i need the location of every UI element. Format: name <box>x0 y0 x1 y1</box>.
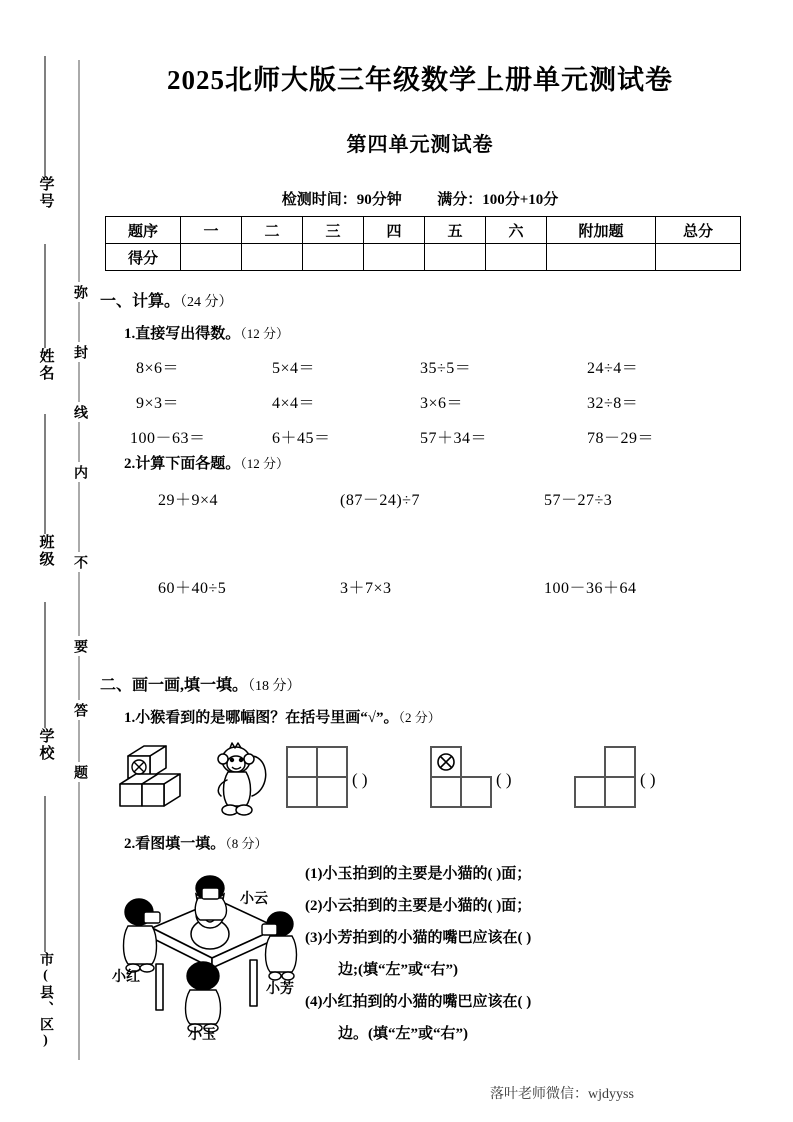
calc-item-1-2: 5×4＝ <box>272 360 316 377</box>
calc-item-3-2: 6＋45＝ <box>272 430 331 447</box>
score-table-row-label: 得分 <box>106 244 181 271</box>
calc-item-3-3: 57＋34＝ <box>420 430 488 447</box>
seal-inner-char-6: 要 <box>72 636 86 656</box>
question-1-1-points: （12 分） <box>240 326 290 341</box>
score-table-header-0: 题序 <box>106 217 181 244</box>
calc-expr-5: 3＋7×3 <box>340 580 392 597</box>
score-cell-extra[interactable] <box>547 244 656 271</box>
calc-expr-6: 100－36＋64 <box>544 580 637 597</box>
section-1-label: 一、计算。 <box>100 293 181 310</box>
answer-shape-a[interactable] <box>286 746 348 816</box>
calc-item-3-4: 78－29＝ <box>587 430 655 447</box>
question-1-2-heading <box>124 452 289 473</box>
calc-row-2 <box>100 390 740 420</box>
score-table-header-7: 附加题 <box>547 217 656 244</box>
calc-row-3 <box>100 425 740 455</box>
question-1-1-heading <box>124 322 289 343</box>
question-1-2-label: 2.计算下面各题。 <box>124 456 241 472</box>
exam-paper <box>100 0 793 1122</box>
question-2-1-label: 1.小猴看到的是哪幅图？在括号里画“√”。 <box>124 710 399 726</box>
child-xiaoyun <box>195 876 226 920</box>
figure-row-question-2-1 <box>100 740 740 826</box>
seal-label-class: 班级 <box>37 534 54 568</box>
question-2-1-points: （2 分） <box>398 710 441 725</box>
fill-item-4-cont: 边。(填“左”或“右”) <box>338 1026 468 1042</box>
l-shape-right-top-svg <box>574 746 636 808</box>
seal-label-student-id: 学号 <box>37 176 54 210</box>
score-table-header-6: 六 <box>486 217 547 244</box>
full-score-label: 满分：100分+10分 <box>437 192 559 208</box>
seal-sidebar <box>0 0 100 1122</box>
seal-label-city-county: 市(县、区) <box>38 952 53 1050</box>
child-xiaofang <box>262 912 297 980</box>
score-cell-total[interactable] <box>656 244 741 271</box>
page-subtitle: 第四单元测试卷 <box>346 134 494 156</box>
seal-inner-char-8: 题 <box>72 762 86 782</box>
seal-label-name: 姓名 <box>37 348 54 382</box>
kid-label-xiaoyu: 小玉 <box>188 1028 216 1043</box>
fill-item-4[interactable]: (4)小红拍到的小猫的嘴巴应该在( ) <box>305 994 532 1010</box>
seal-inner-char-4: 内 <box>72 462 86 482</box>
seal-label-school: 学校 <box>37 728 54 762</box>
l-shape-with-mark-svg <box>430 746 492 808</box>
seal-inner-char-7: 答 <box>72 700 86 720</box>
calc-expr-row-2 <box>100 575 740 605</box>
calc-row-1 <box>100 355 740 385</box>
table-row-scores <box>106 244 741 271</box>
answer-paren-b[interactable]: ( ) <box>496 770 512 789</box>
calc-expr-3: 57－27÷3 <box>544 492 613 509</box>
kid-label-xiaofang: 小芳 <box>266 982 294 997</box>
calc-expr-1: 29＋9×4 <box>158 492 219 509</box>
seal-rule <box>45 244 46 348</box>
answer-shape-c[interactable] <box>574 746 636 816</box>
score-cell-4[interactable] <box>364 244 425 271</box>
fill-item-1[interactable]: (1)小玉拍到的主要是小猫的( )面； <box>305 866 532 882</box>
score-table <box>105 216 741 271</box>
calc-item-2-4: 32÷8＝ <box>587 395 639 412</box>
section-heading-2 <box>100 672 301 695</box>
score-table-header-3: 三 <box>303 217 364 244</box>
question-2-2-points: （8 分） <box>225 836 268 851</box>
fill-item-3-cont: 边;(填“左”或“右”) <box>338 962 458 978</box>
seal-inner-char-2: 封 <box>72 342 86 362</box>
seal-rule <box>45 796 46 952</box>
calc-item-1-1: 8×6＝ <box>136 360 180 377</box>
exam-meta-line <box>100 188 740 209</box>
fill-item-3[interactable]: (3)小芳拍到的小猫的嘴巴应该在( ) <box>305 930 532 946</box>
monkey-illustration <box>212 740 274 810</box>
section-2-label: 二、画一画,填一填。 <box>100 677 249 694</box>
question-2-2-heading <box>124 832 268 853</box>
calc-item-2-1: 9×3＝ <box>136 395 180 412</box>
calc-expr-row-1 <box>100 487 740 517</box>
seal-inner-char-3: 线 <box>72 402 86 422</box>
square-2x2-shape-svg <box>286 746 348 808</box>
calc-expr-4: 60＋40÷5 <box>158 580 227 597</box>
question-1-2-points: （12 分） <box>240 456 290 471</box>
answer-shape-b[interactable] <box>430 746 492 816</box>
seal-inner-char-5: 不 <box>72 552 86 572</box>
page-title: 2025北师大版三年级数学上册单元测试卷 <box>167 65 673 95</box>
score-table-header-5: 五 <box>425 217 486 244</box>
calc-item-2-3: 3×6＝ <box>420 395 464 412</box>
score-table-header-8: 总分 <box>656 217 741 244</box>
cube-stack-svg <box>114 742 210 818</box>
seal-inner-char-1: 弥 <box>72 282 86 302</box>
child-xiaohong <box>124 899 161 972</box>
calc-item-1-3: 35÷5＝ <box>420 360 472 377</box>
score-cell-5[interactable] <box>425 244 486 271</box>
kid-label-xiaoyun: 小云 <box>240 892 268 907</box>
section-2-points: （18 分） <box>248 679 301 694</box>
children-table-svg <box>110 872 310 1042</box>
calc-item-2-2: 4×4＝ <box>272 395 316 412</box>
seal-inner-column <box>62 0 96 1122</box>
question-1-1-label: 1.直接写出得数。 <box>124 326 241 342</box>
monkey-svg <box>212 740 274 822</box>
section-1-points: （24 分） <box>180 295 233 310</box>
seal-outer-column <box>28 0 62 1122</box>
score-table-header-1: 一 <box>181 217 242 244</box>
fill-item-2[interactable]: (2)小云拍到的主要是小猫的( )面； <box>305 898 532 914</box>
answer-paren-a[interactable]: ( ) <box>352 770 368 789</box>
seal-rule <box>45 56 46 178</box>
question-2-2-label: 2.看图填一填。 <box>124 836 226 852</box>
question-2-1-heading <box>124 706 441 727</box>
score-cell-3[interactable] <box>303 244 364 271</box>
calc-item-3-1: 100－63＝ <box>130 430 206 447</box>
score-table-header-2: 二 <box>242 217 303 244</box>
children-table-illustration <box>110 872 310 1042</box>
score-cell-1[interactable] <box>181 244 242 271</box>
calc-expr-2: (87－24)÷7 <box>340 492 420 509</box>
section-heading-1 <box>100 288 233 311</box>
seal-rule <box>45 414 46 534</box>
calc-item-1-4: 24÷4＝ <box>587 360 639 377</box>
exam-time-label: 检测时间：90分钟 <box>281 192 402 208</box>
cube-stack-figure <box>114 742 210 812</box>
kid-label-xiaohong: 小红 <box>112 970 140 985</box>
seal-rule <box>45 602 46 728</box>
score-cell-6[interactable] <box>486 244 547 271</box>
table-row-headers <box>106 217 741 244</box>
child-xiaoyu <box>186 962 221 1032</box>
answer-paren-c[interactable]: ( ) <box>640 770 656 789</box>
footer-watermark: 落叶老师微信：wjdyyss <box>490 1087 634 1102</box>
score-cell-2[interactable] <box>242 244 303 271</box>
score-table-header-4: 四 <box>364 217 425 244</box>
